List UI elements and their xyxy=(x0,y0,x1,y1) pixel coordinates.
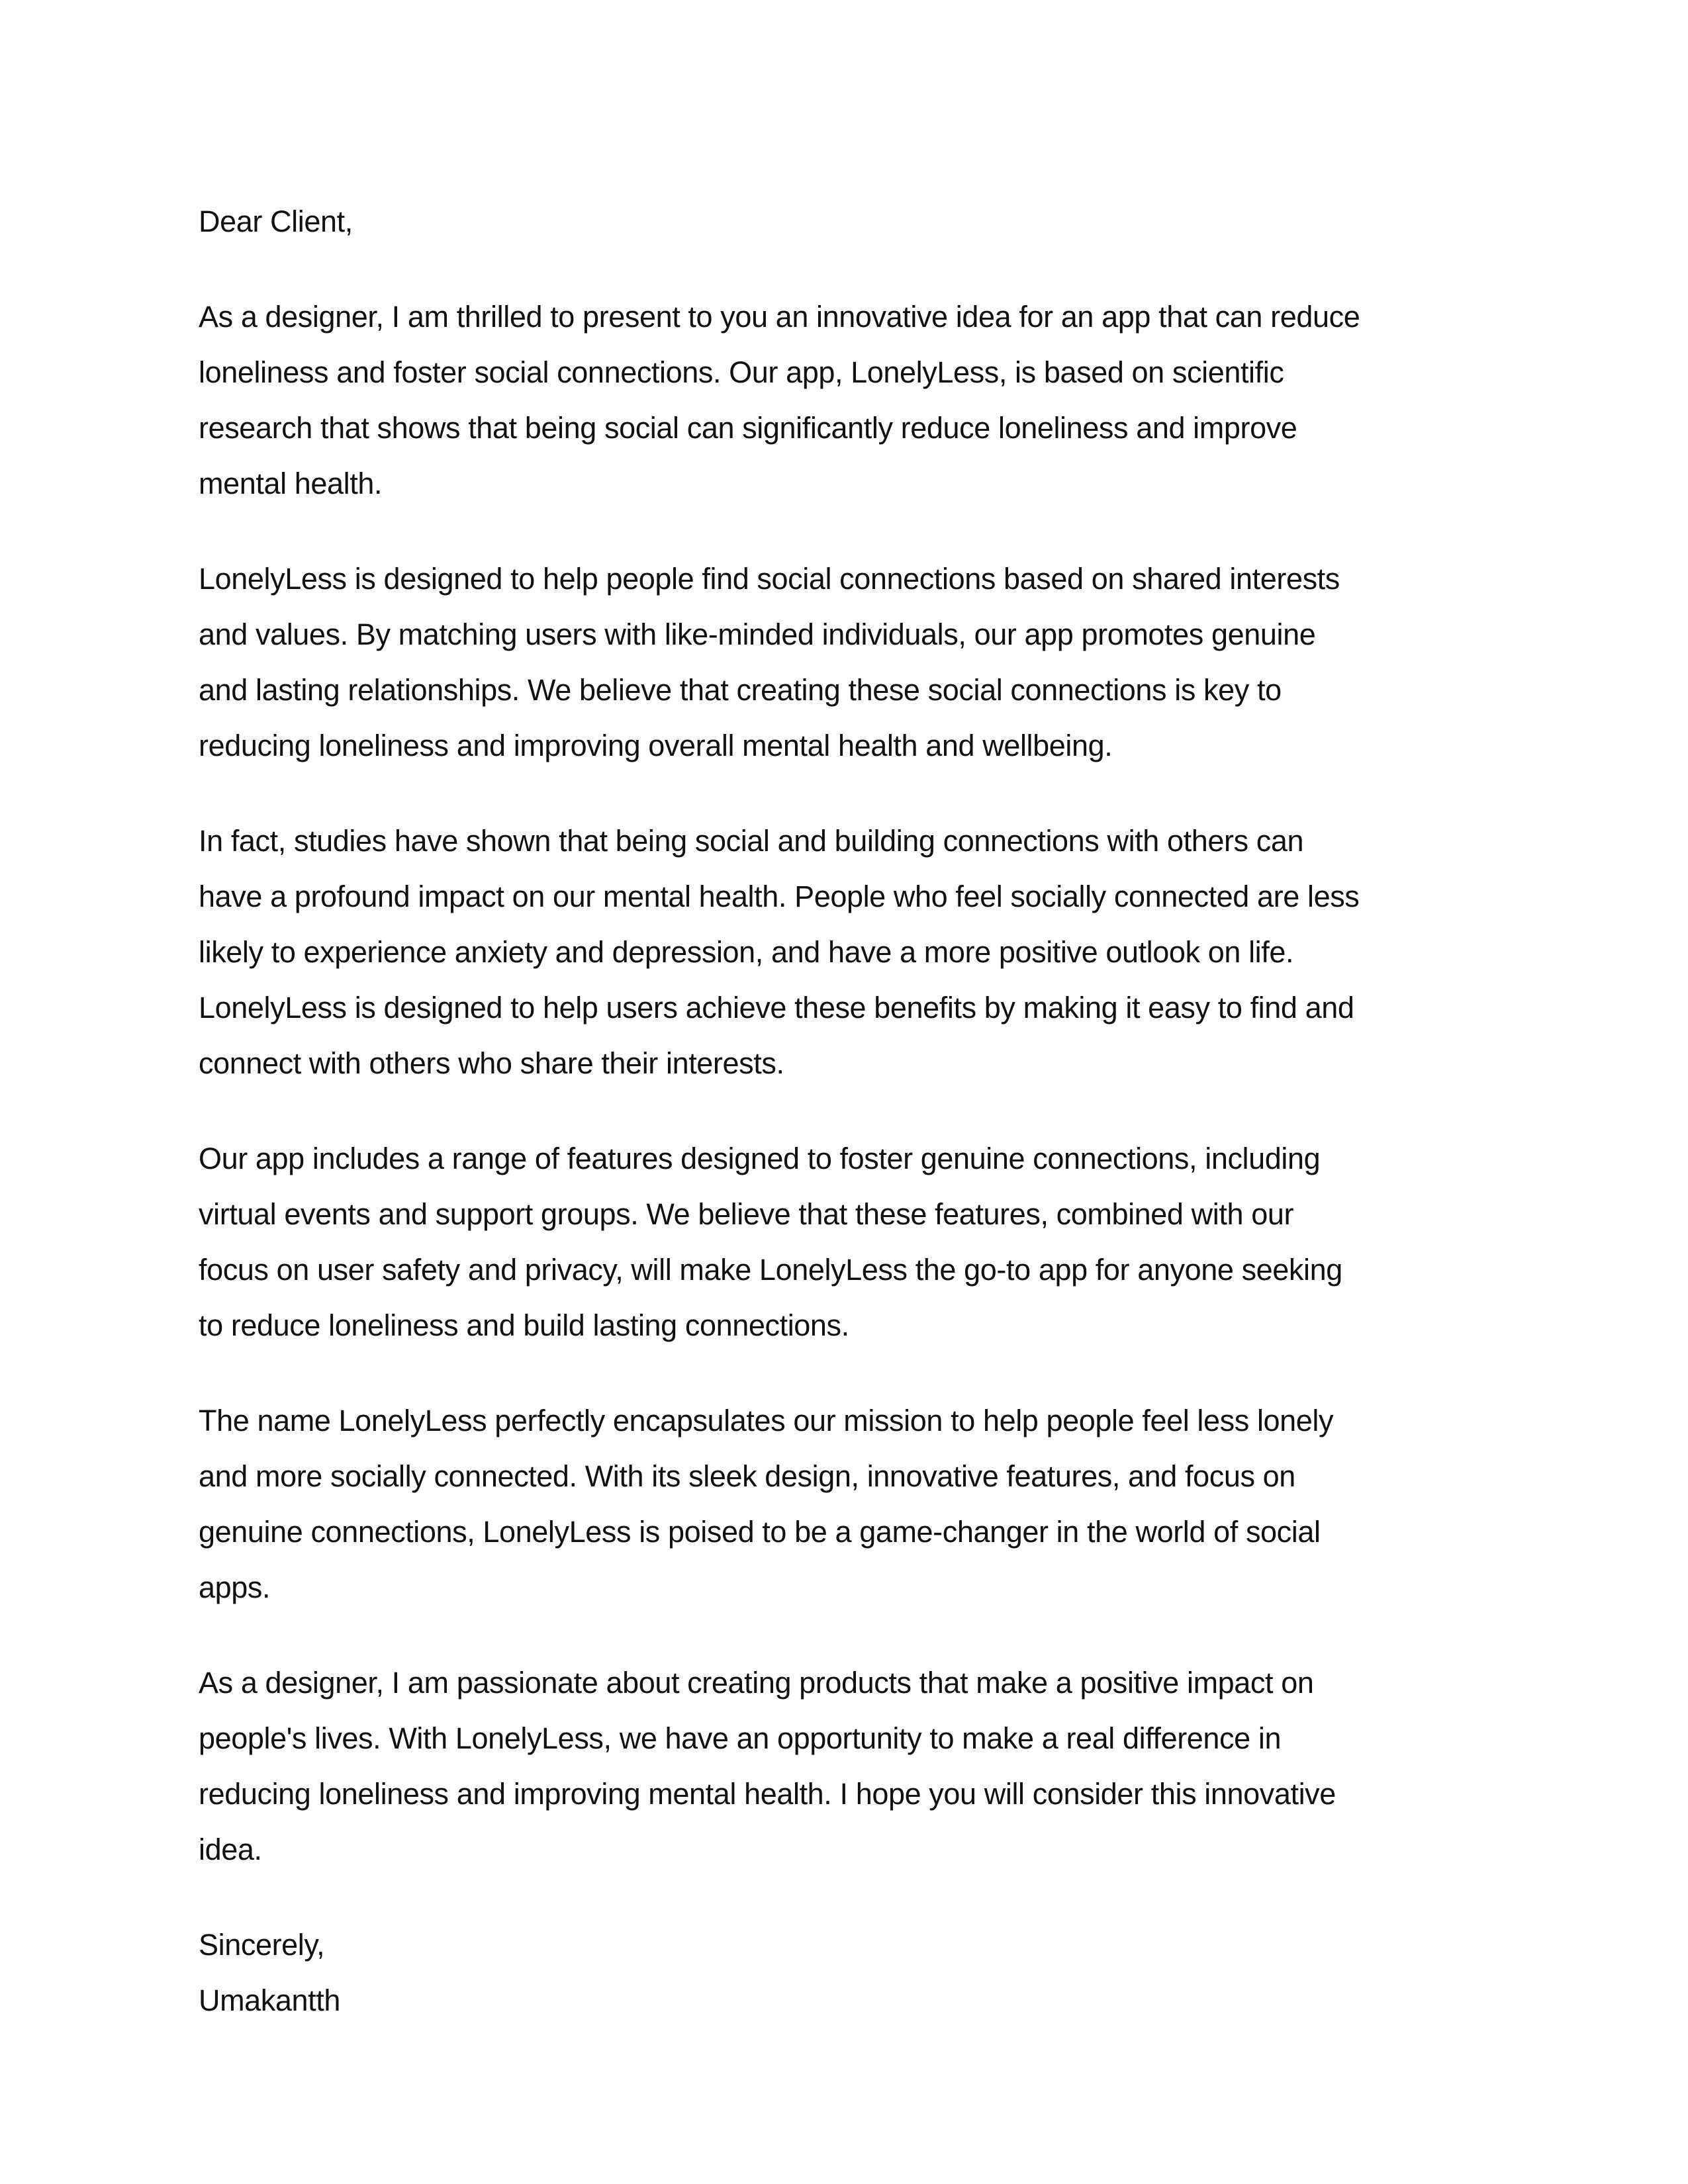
paragraph-line: virtual events and support groups. We believe that these features, combined with our xyxy=(199,1197,1294,1231)
paragraph-line: and more socially connected. With its sleek design, innovative features, and focus on xyxy=(199,1459,1295,1493)
paragraph-5 xyxy=(199,1393,1496,1615)
paragraph-2 xyxy=(199,551,1496,774)
paragraph-3 xyxy=(199,813,1496,1091)
closing-text: Sincerely, xyxy=(199,1928,325,1962)
paragraph-line: The name LonelyLess perfectly encapsulates our mission to help people feel less lonely xyxy=(199,1404,1334,1437)
letter xyxy=(199,194,1496,2028)
paragraph-line: focus on user safety and privacy, will make LonelyLess the go-to app for anyone seeking xyxy=(199,1253,1342,1287)
paragraph-line: and values. By matching users with like-minded individuals, our app promotes genuine xyxy=(199,617,1316,651)
paragraph-line: to reduce loneliness and build lasting connections. xyxy=(199,1308,849,1342)
paragraph-6 xyxy=(199,1655,1496,1878)
paragraph-line: LonelyLess is designed to help people find social connections based on shared interests xyxy=(199,562,1340,596)
paragraph-line: genuine connections, LonelyLess is poised to be a game-changer in the world of social xyxy=(199,1515,1321,1549)
paragraph-line: reducing loneliness and improving overall mental health and wellbeing. xyxy=(199,729,1113,762)
paragraph-line: As a designer, I am thrilled to present to you an innovative idea for an app that can reduce xyxy=(199,300,1360,334)
paragraph-line: idea. xyxy=(199,1833,262,1866)
paragraph-line: loneliness and foster social connections. Our app, LonelyLess, is based on scientific xyxy=(199,355,1284,389)
paragraph-line: Our app includes a range of features designed to foster genuine connections, including xyxy=(199,1142,1321,1175)
paragraph-line: people's lives. With LonelyLess, we have an opportunity to make a real difference in xyxy=(199,1721,1282,1755)
paragraph-line: As a designer, I am passionate about creating products that make a positive impact on xyxy=(199,1666,1314,1700)
paragraph-line: mental health. xyxy=(199,467,383,500)
salutation xyxy=(199,194,1496,250)
paragraph-line: research that shows that being social can significantly reduce loneliness and improve xyxy=(199,411,1297,445)
paragraph-line: connect with others who share their interests. xyxy=(199,1046,784,1080)
salutation-text: Dear Client, xyxy=(199,205,353,238)
paragraph-line: and lasting relationships. We believe that creating these social connections is key to xyxy=(199,673,1282,707)
paragraph-1 xyxy=(199,289,1496,512)
paragraph-line: In fact, studies have shown that being social and building connections with others can xyxy=(199,824,1304,858)
paragraph-4 xyxy=(199,1131,1496,1353)
closing-block xyxy=(199,1917,1496,2028)
paragraph-line: have a profound impact on our mental health. People who feel socially connected are less xyxy=(199,880,1360,913)
paragraph-line: likely to experience anxiety and depression, and have a more positive outlook on life. xyxy=(199,935,1294,969)
paragraph-line: LonelyLess is designed to help users achieve these benefits by making it easy to find and xyxy=(199,991,1354,1024)
signature-name: Umakantth xyxy=(199,1983,340,2017)
paragraph-line: reducing loneliness and improving mental health. I hope you will consider this innovative xyxy=(199,1777,1336,1811)
paragraph-line: apps. xyxy=(199,1570,271,1604)
